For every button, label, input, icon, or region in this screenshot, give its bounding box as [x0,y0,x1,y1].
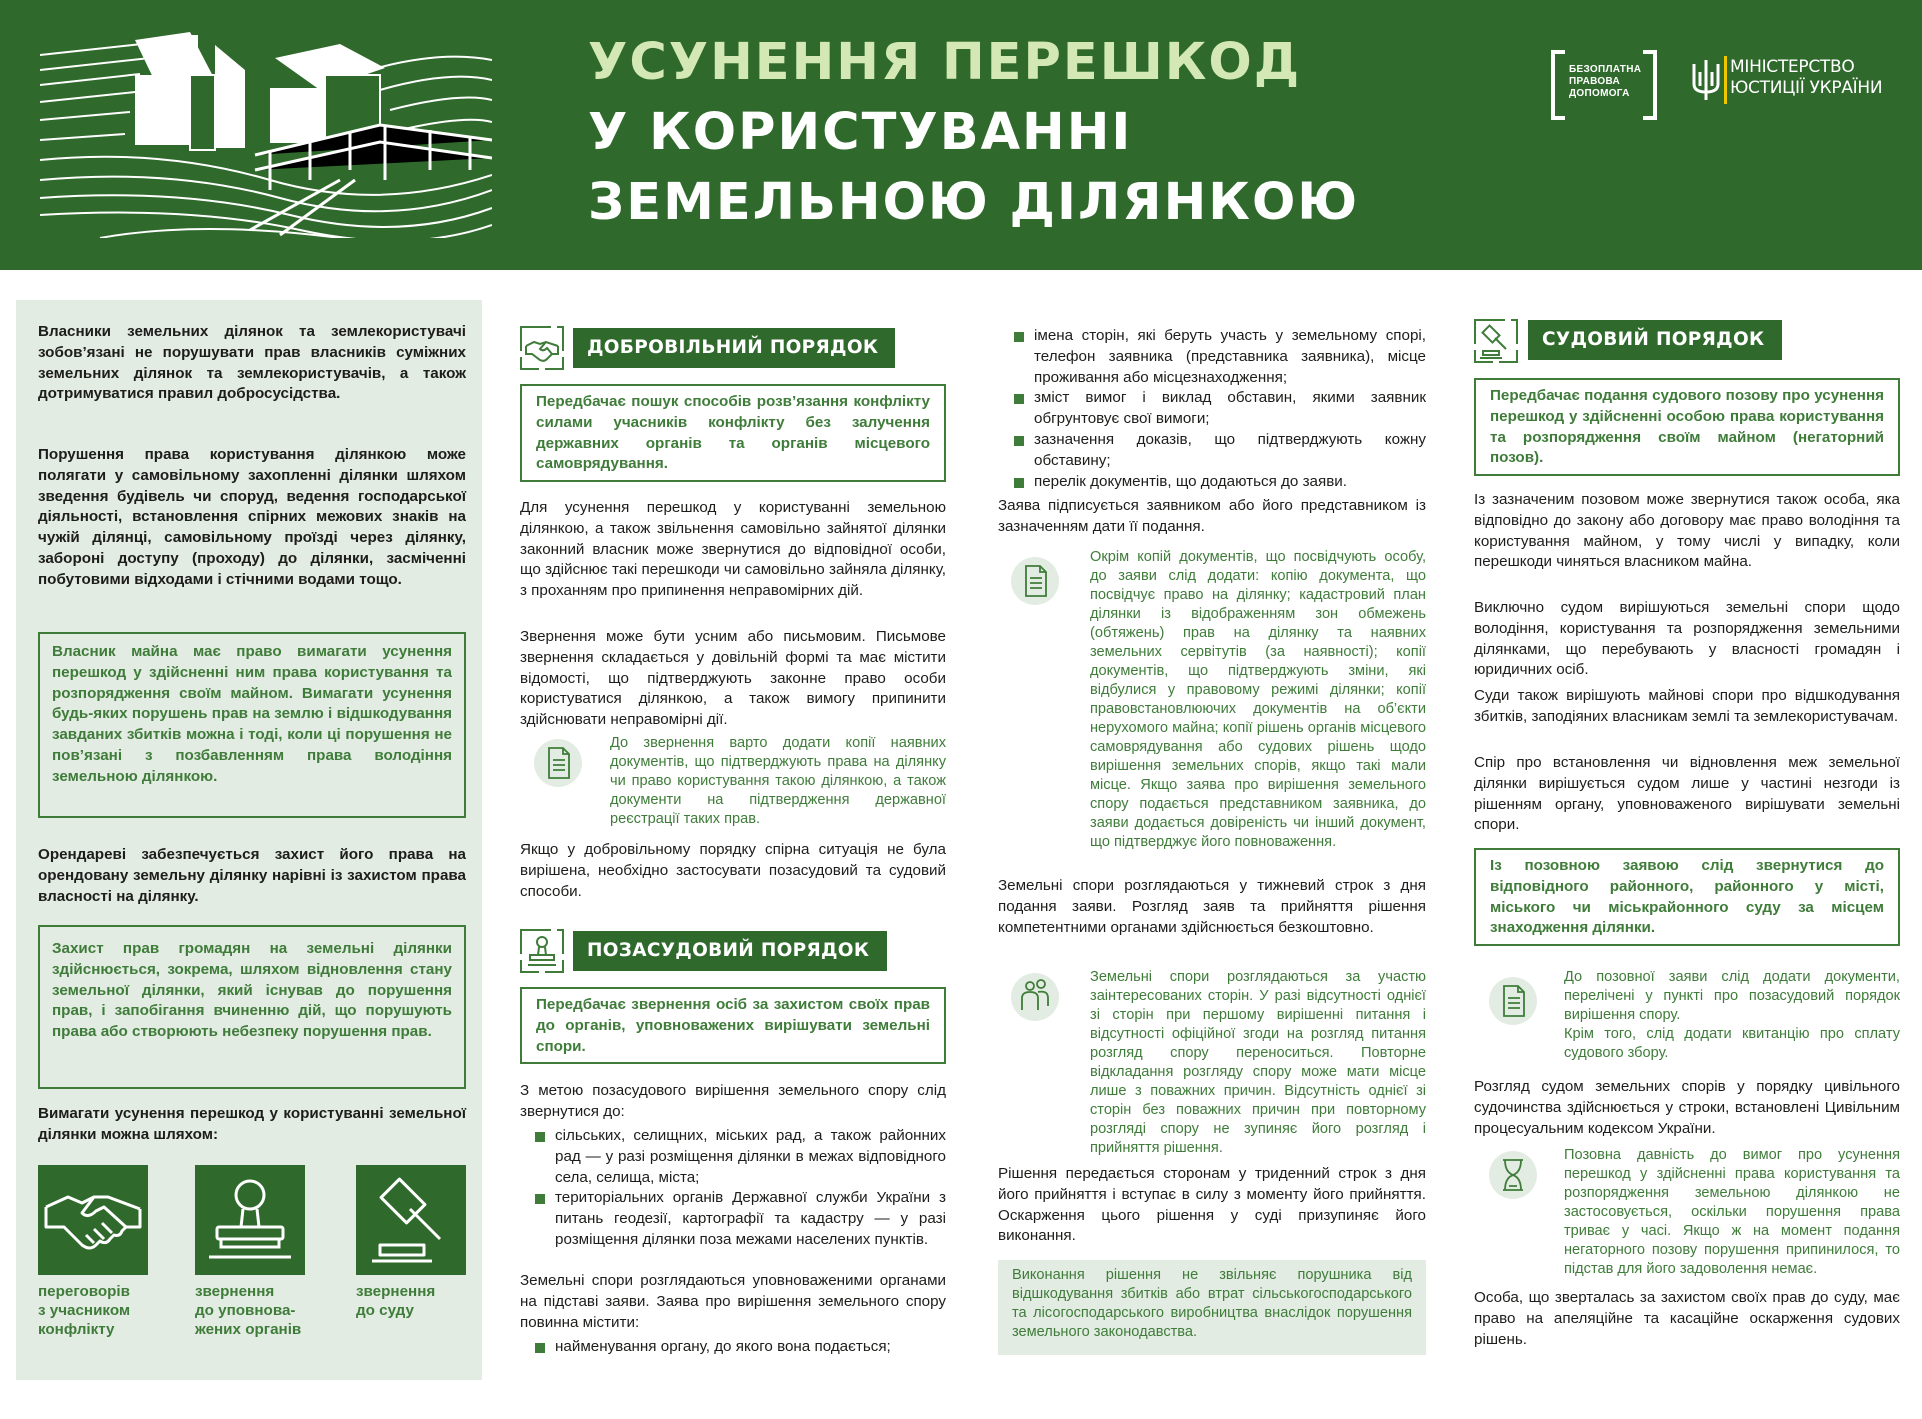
document-note-icon [1010,556,1060,606]
judicial-section-title: СУДОВИЙ ПОРЯДОК [1528,320,1782,360]
voluntary-section-title: ДОБРОВІЛЬНИЙ ПОРЯДОК [573,328,895,368]
gavel-icon [356,1165,466,1275]
flag-stripe [1724,56,1727,104]
list-item: зазначення доказів, що підтверджують кожну обставину; [1014,430,1426,472]
gavel-small-icon [1474,319,1518,363]
title-line-3: ЗЕМЕЛЬНОЮ ДІЛЯНКОЮ [588,173,1360,232]
list-item: перелік документів, що додаються до заяви. [1014,472,1426,493]
document-note-icon [1488,976,1538,1026]
judicial-paragraph-4: Спір про встановлення чи відновлення меж земельної ділянки вирішується судом лише у частині незгоди із рішенням органу, уповноваженого вирішувати земельні спори. [1474,754,1900,834]
court-documents-note: До позовної заяви слід додати документи, перелічені у пункті про позасудовий порядок вирішення спору. [1564,969,1900,1023]
list-item: територіальних органів Державної служби України з питань геодезії, картографії та кадастру — у разі розміщення ділянки поза межами населених пунктів. [535,1188,946,1250]
extrajudicial-bullets-2 [535,1337,946,1358]
handshake-small-icon [520,326,564,370]
extrajudicial-paragraph-1: З метою позасудового вирішення земельного спору слід звернутися до: [520,1082,946,1120]
list-item: сільських, селищних, міських рад, а також районних рад — у разі розміщення ділянки в межах відповідного села, селища, міста; [535,1126,946,1188]
extrajudicial-section-title: ПОЗАСУДОВИЙ ПОРЯДОК [573,931,887,971]
execution-note-box [998,1260,1426,1355]
handshake-icon [38,1165,148,1275]
protection-text: Захист прав громадян на земельні ділянки здійснюється, зокрема, шляхом відновлення стану земельної ділянки, який існував до порушення прав, і запобігання вчиненню дій, що порушують права або створюють небезпеку порушення прав. [52,940,452,1041]
handshake-tile [38,1165,148,1275]
people-note-icon [1010,972,1060,1022]
violations-paragraph: Порушення права користування ділянкою може полягати у самовільному захопленні ділянки шляхом зведення будівель чи споруд, ведення господарської діяльності, встановлення спірних межових знаків на чужій ділянці, самовільному проїзді через ділянку, забороні доступу (проходу) до ділянки, засміченні побутовими відходами і стічними водами тощо. [38,446,466,588]
gavel-tile [356,1165,466,1275]
judicial-box-text: Передбачає подання судового позову про усунення перешкод у здійсненні особою права користування та розпорядження своїм майном (негаторний позов). [1490,387,1884,467]
application-requirements-list [1014,326,1426,492]
stamp-icon [195,1165,305,1275]
court-jurisdiction-box [1474,848,1900,946]
page-title [588,28,1359,238]
ministry-text: МІНІСТЕРСТВО ЮСТИЦІЇ УКРАЇНИ [1730,57,1883,98]
title-line-2: У КОРИСТУВАННІ [588,103,1133,162]
free-legal-aid-text: БЕЗОПЛАТНА ПРАВОВА ДОПОМОГА [1569,64,1642,99]
ways-title: Вимагати усунення перешкод у користуванні земельної ділянки можна шляхом: [38,1105,466,1143]
list-item: зміст вимог і виклад обставин, якими заявник обгрунтовує свої вимоги; [1014,388,1426,430]
owner-rights-text: Власник майна має право вимагати усунення перешкод у здійсненні ним права користування та розпорядження своїм майном. Вимагати усунення будь-яких порушень прав на землю і відшкодування завданих збитків можна і тоді, коли ці порушення не пов’язані з позбавленням права володіння земельною ділянкою. [52,643,452,785]
extrajudicial-box-text: Передбачає звернення осіб за захистом своїх прав до органів, уповноважених вирішувати земельні спори. [536,996,930,1055]
list-item: імена сторін, які беруть участь у земельному спорі, телефон заявника (представника заявника), місце проживання або місцезнаходження; [1014,326,1426,388]
voluntary-paragraph-3: Якщо у добровільному порядку спірна ситуація не була вирішена, необхідно застосувати позасудовий та судовий способи. [520,841,946,900]
signature-paragraph: Заява підписується заявником або його представником із зазначенням дати її подання. [998,497,1426,535]
judicial-paragraph-1: Із зазначеним позовом може звернутися також особа, яка відповідно до закону або договору має право володіння та користування майном, у тому числі у випадку, коли перешкоди чиняться власником майна. [1474,491,1900,571]
judicial-box [1474,378,1900,476]
owner-rights-box [38,632,466,818]
list-item: найменування органу, до якого вона подається; [535,1337,946,1358]
free-legal-aid-logo [1551,50,1657,120]
judicial-paragraph-3: Суди також вирішують майнові спори про відшкодування збитків, заподіяних власникам землі та землекористувачам. [1474,687,1900,725]
limitation-note: Позовна давність до вимог про усунення перешкод у здійсненні права користування та розпорядження земельною ділянкою не застосовується, оскільки порушення права триває у часі. Якщо ж на момент подання негаторного позову порушення припинилося, то підстав для його задоволення немає. [1564,1147,1900,1277]
execution-note-text: Виконання рішення не звільняє порушника від відшкодування збитків або втрат сільськогосподарського та лісогосподарського виробництва внаслідок порушення земельного законодавства. [1012,1267,1412,1340]
court-fee-note: Крім того, слід додати квитанцію про сплату судового збору. [1564,1026,1900,1061]
document-note-icon [533,738,583,788]
extrajudicial-bullets [535,1126,946,1251]
title-line-1: УСУНЕННЯ ПЕРЕШКОД [588,33,1302,92]
voluntary-box-text: Передбачає пошук способів розв’язання конфлікту силами учасників конфлікту без залучення державних органів та органів місцевого самоврядування. [536,393,930,473]
protection-box [38,925,466,1089]
documents-note: Окрім копій документів, що посвідчують особу, до заяви слід додати: копію документа, що посвідчує право на ділянку; кадастровий план ділянки із відображенням зон обмежень (обтяжень) прав на ділянку та наявних земельних сервітутів (за наявності); копії документів, що підтверджують зміни, які відбулися у правовому режимі ділянки; копії правовстановлюючих документів на об’єкти нерухомого майна; копії рішень органів місцевого самоврядування або судових рішень щодо вирішення земельних спорів, якщо такі мали місце. Якщо заява про вирішення земельного спору подається представником заявника, до заяви додається довіреність чи інший документ, що підтверджує його повноваження. [1090,549,1426,850]
trident-icon [1690,58,1722,102]
stamp-small-icon [520,929,564,973]
decision-paragraph: Рішення передається сторонам у триденний строк з дня його прийняття і вступає в силу з моменту його прийняття. Оскарження цього рішення у суді призупиняє його виконання. [998,1165,1426,1245]
hourglass-note-icon [1488,1150,1538,1200]
farm-landscape-illustration [40,30,492,238]
voluntary-paragraph-1: Для усунення перешкод у користуванні земельною ділянкою, а також звільнення самовільно зайнятої ділянки законний власник може звернутися до відповідної особи, що здійснює такі перешкоди чи самовільно зайняла ділянку, з проханням про припинення неправомірних дій. [520,499,946,600]
tenant-paragraph: Орендареві забезпечується захист його права на орендовану земельну ділянку нарівні із захистом права власності на ділянку. [38,846,466,905]
civil-procedure-paragraph: Розгляд судом земельних спорів у порядку цивільного судочинства здійснюється у строки, встановлені Цивільним процесуальним кодексом України. [1474,1078,1900,1137]
ministry-of-justice-logo [1690,56,1890,106]
way-label-negotiation: переговорів з учасником конфлікту [38,1283,131,1338]
header-banner [0,0,1922,270]
voluntary-paragraph-2: Звернення може бути усним або письмовим. Письмове звернення складається у довільній формі та має містити відомості, що підтверджують законне право особи користуватися ділянкою, а також вимогу припинити здійснювати неправомірні дії. [520,628,946,729]
appeal-paragraph: Особа, що зверталась за захистом своїх прав до суду, має право на апеляційне та касаційне оскарження судових рішень. [1474,1289,1900,1348]
court-jurisdiction-text: Із позовною заявою слід звернутися до відповідного районного, районного у місті, міського чи міськрайонного суду за місцем знаходження ділянки. [1490,857,1884,937]
extrajudicial-box [520,987,946,1064]
way-label-authorities: звернення до уповнова- жених органів [195,1283,302,1338]
intro-paragraph: Власники земельних ділянок та землекористувачі зобов’язані не порушувати прав власників суміжних земельних ділянок та землекористувачів, а також дотримуватися правил добросусідства. [38,323,466,403]
parties-note: Земельні спори розглядаються за участю заінтересованих сторін. У разі відсутності однієї зі сторін при першому вирішенні питання і відсутності офіційної згоди на розгляд питання розгляд спору переноситься. Повторне відкладання розгляду спору може мати місце лише з поважних причин. Відсутність однієї зі сторін без поважних причин при повторному розгляді спору не зупиняє його розгляд і прийняття рішення. [1090,969,1426,1156]
way-label-court: звернення до суду [356,1283,436,1319]
judicial-paragraph-2: Виключно судом вирішуються земельні спори щодо володіння, користування та розпорядження земельними ділянками, що перебувають у власності громадян і юридичних осіб. [1474,599,1900,679]
voluntary-note: До звернення варто додати копії наявних документів, що підтверджують права на ділянку чи право користування такою ділянкою, а також документи на підтвердження державної реєстрації таких прав. [610,735,946,827]
stamp-tile [195,1165,305,1275]
review-term-paragraph: Земельні спори розглядаються у тижневий строк з дня подання заяви. Розгляд заяв та прийняття рішення компетентними органами здійснюється безкоштовно. [998,877,1426,936]
voluntary-box [520,384,946,482]
extrajudicial-paragraph-2: Земельні спори розглядаються уповноваженими органами на підставі заяви. Заява про вирішення земельного спору повинна містити: [520,1272,946,1331]
